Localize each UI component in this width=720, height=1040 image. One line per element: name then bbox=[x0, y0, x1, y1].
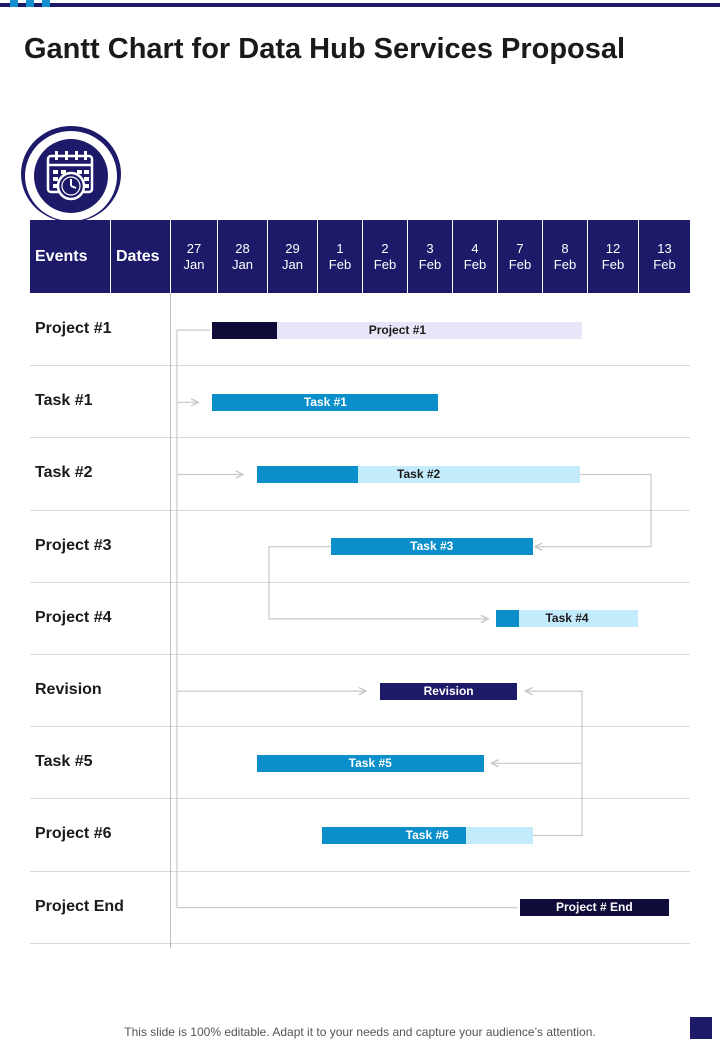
events-header-label: Events bbox=[35, 247, 88, 265]
row-label: Revision bbox=[35, 681, 102, 698]
gantt-bar-label: Revision bbox=[423, 683, 474, 698]
date-month: Jan bbox=[183, 257, 205, 272]
footer-note: This slide is 100% editable. Adapt it to your needs and capture your audience’s attention. bbox=[124, 1025, 596, 1039]
dependency-arrow bbox=[269, 547, 488, 619]
row-label: Project #6 bbox=[35, 825, 112, 843]
date-month: Feb bbox=[463, 257, 487, 272]
date-day: 4 bbox=[471, 241, 479, 256]
page-title: Gantt Chart for Data Hub Services Proposal bbox=[24, 33, 626, 65]
row-label: Task #5 bbox=[35, 753, 93, 771]
date-month: Feb bbox=[328, 257, 352, 272]
date-month: Jan bbox=[282, 257, 303, 272]
date-day: 2 bbox=[381, 241, 389, 256]
gantt-bar-label: Task #5 bbox=[348, 755, 392, 770]
row-label: Project #3 bbox=[35, 536, 112, 554]
date-month: Feb bbox=[653, 257, 676, 272]
corner-square bbox=[690, 1017, 712, 1039]
date-month: Feb bbox=[601, 257, 625, 272]
gantt-bar-label: Project #1 bbox=[368, 322, 427, 337]
date-day: 8 bbox=[561, 241, 569, 256]
dependency-arrow bbox=[535, 475, 651, 547]
date-day: 27 bbox=[186, 241, 202, 256]
row-label: Project End bbox=[35, 897, 124, 915]
gantt-bar-label: Task #3 bbox=[410, 539, 454, 554]
gantt-bar-label: Project # End bbox=[556, 900, 633, 915]
date-day: 3 bbox=[426, 241, 434, 256]
date-day: 7 bbox=[516, 241, 524, 256]
row-label: Task #1 bbox=[35, 392, 93, 410]
date-month: Feb bbox=[508, 257, 532, 272]
date-day: 12 bbox=[605, 241, 621, 256]
gantt-bar-label: Task #2 bbox=[397, 467, 441, 481]
date-month: Jan bbox=[232, 257, 253, 272]
gantt-bar-label: Task #4 bbox=[545, 611, 589, 626]
date-day: 13 bbox=[657, 241, 672, 256]
date-day: 1 bbox=[336, 241, 344, 256]
row-label: Task #2 bbox=[35, 464, 93, 482]
dates-header-label: Dates bbox=[116, 247, 160, 265]
date-month: Feb bbox=[553, 257, 577, 272]
date-day: 28 bbox=[235, 241, 250, 256]
date-day: 29 bbox=[285, 241, 300, 256]
date-month: Feb bbox=[373, 257, 397, 272]
row-label: Project #4 bbox=[35, 608, 112, 626]
gantt-bar-label: Task #1 bbox=[303, 394, 347, 409]
row-label: Project #1 bbox=[35, 320, 112, 337]
gantt-bar-label: Task #6 bbox=[405, 828, 449, 842]
date-month: Feb bbox=[418, 257, 442, 272]
